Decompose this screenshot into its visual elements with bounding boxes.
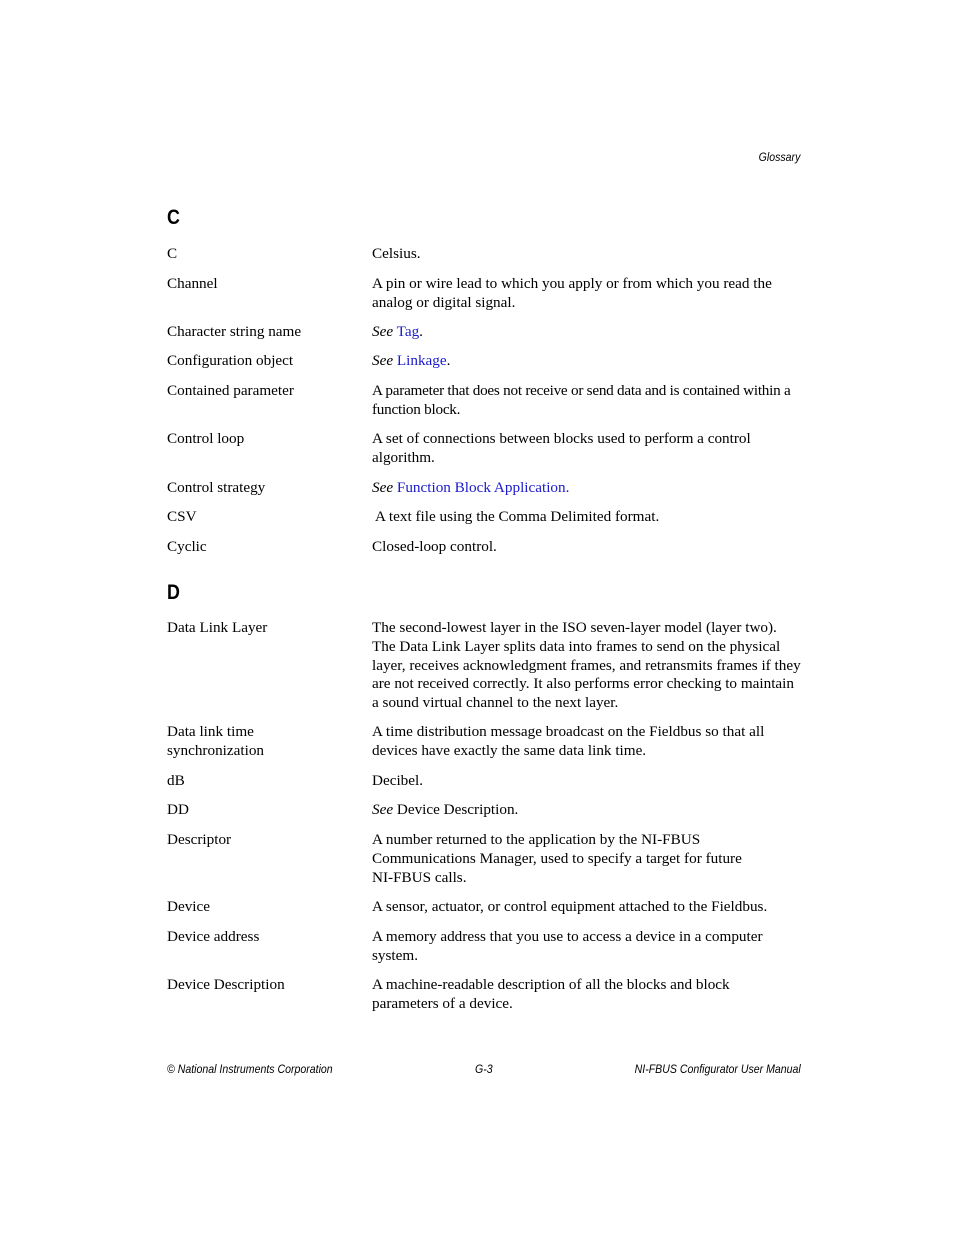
see-label: See <box>372 323 394 340</box>
glossary-term: Cyclic <box>167 538 207 555</box>
cross-reference-link[interactable]: Linkage <box>396 352 447 369</box>
glossary-term: Control loop <box>167 430 245 447</box>
page-footer <box>167 1062 801 1078</box>
see-label: See <box>372 352 394 369</box>
definition-suffix: . <box>419 323 423 340</box>
glossary-term: Device <box>167 898 211 915</box>
glossary-term: C <box>167 245 178 262</box>
glossary-entry <box>167 723 801 761</box>
glossary-definition: Closed-loop control. <box>372 538 497 555</box>
footer-copyright: © National Instruments Corporation <box>167 1062 333 1076</box>
glossary-entry <box>167 479 801 498</box>
glossary-definition: A memory address that you use to access a device in a computer system. <box>372 928 763 964</box>
glossary-entry <box>167 801 801 820</box>
glossary-definition: A pin or wire lead to which you apply or from which you read the analog or digital signal. <box>372 275 772 311</box>
glossary-term: Device Description <box>167 976 285 993</box>
glossary-term: Configuration object <box>167 352 294 369</box>
glossary-entry <box>167 382 801 420</box>
glossary-entry <box>167 831 801 887</box>
footer-page-number: G-3 <box>475 1062 493 1076</box>
footer-manual-title: NI-FBUS Configurator User Manual <box>634 1062 801 1076</box>
definition-suffix: . <box>446 352 451 369</box>
glossary-definition <box>372 801 801 820</box>
glossary-entry <box>167 928 801 966</box>
glossary-term: Character string name <box>167 323 302 340</box>
glossary-term: DD <box>167 801 189 818</box>
glossary-entry <box>167 323 801 342</box>
glossary-entry <box>167 898 801 917</box>
glossary-term: Data Link Layer <box>167 619 268 636</box>
glossary-definition <box>372 352 801 371</box>
glossary-term: Data link time synchronization <box>167 723 265 759</box>
glossary-term: Contained parameter <box>167 382 294 399</box>
glossary-entry <box>167 976 801 1014</box>
glossary-entry <box>167 772 801 791</box>
glossary-entry <box>167 245 801 264</box>
running-header: Glossary <box>758 150 800 164</box>
glossary-definition: A time distribution message broadcast on the Fieldbus so that all devices have exactly the same data link time. <box>372 723 765 759</box>
glossary-definition: A parameter that does not receive or send data and is contained within a function block. <box>372 382 791 418</box>
section-heading-c: C <box>167 206 180 229</box>
see-label: See <box>372 479 394 496</box>
glossary-entry <box>167 508 801 527</box>
glossary-entry <box>167 275 801 313</box>
glossary-definition: A set of connections between blocks used to perform a control algorithm. <box>372 430 751 466</box>
see-label: See <box>372 801 394 818</box>
glossary-definition: The second-lowest layer in the ISO seven-layer model (layer two). The Data Link Layer splits data into frames to send on the physical layer, receives acknowledgment frames, and retransmits frames if they are not received correctly. It also performs error checking to maintain a sound virtual channel to the next layer. <box>372 619 801 712</box>
glossary-definition: A machine-readable description of all the blocks and block parameters of a device. <box>372 976 730 1012</box>
glossary-definition: Decibel. <box>372 772 424 789</box>
glossary-definition: Celsius. <box>372 245 421 262</box>
glossary-definition: A number returned to the application by the NI-FBUS Communications Manager, used to specify a target for future NI-FBUS calls. <box>372 831 742 886</box>
glossary-definition: A text file using the Comma Delimited format. <box>372 508 660 525</box>
glossary-definition: A sensor, actuator, or control equipment attached to the Fieldbus. <box>372 898 768 915</box>
glossary-term: Control strategy <box>167 479 266 496</box>
glossary-term: Device address <box>167 928 260 945</box>
definition-text: Device Description. <box>393 801 519 818</box>
glossary-term: dB <box>167 772 185 789</box>
glossary-term: CSV <box>167 508 197 525</box>
glossary-term: Descriptor <box>167 831 232 848</box>
section-heading-d: D <box>167 581 180 604</box>
cross-reference-link[interactable]: Tag <box>396 323 420 340</box>
glossary-entry <box>167 619 801 713</box>
glossary-definition <box>372 479 801 498</box>
glossary-entry <box>167 538 801 557</box>
glossary-entry <box>167 430 801 468</box>
cross-reference-link[interactable]: Function Block Application. <box>396 479 570 496</box>
glossary-definition <box>372 323 801 342</box>
glossary-entry <box>167 352 801 371</box>
glossary-term: Channel <box>167 275 218 292</box>
